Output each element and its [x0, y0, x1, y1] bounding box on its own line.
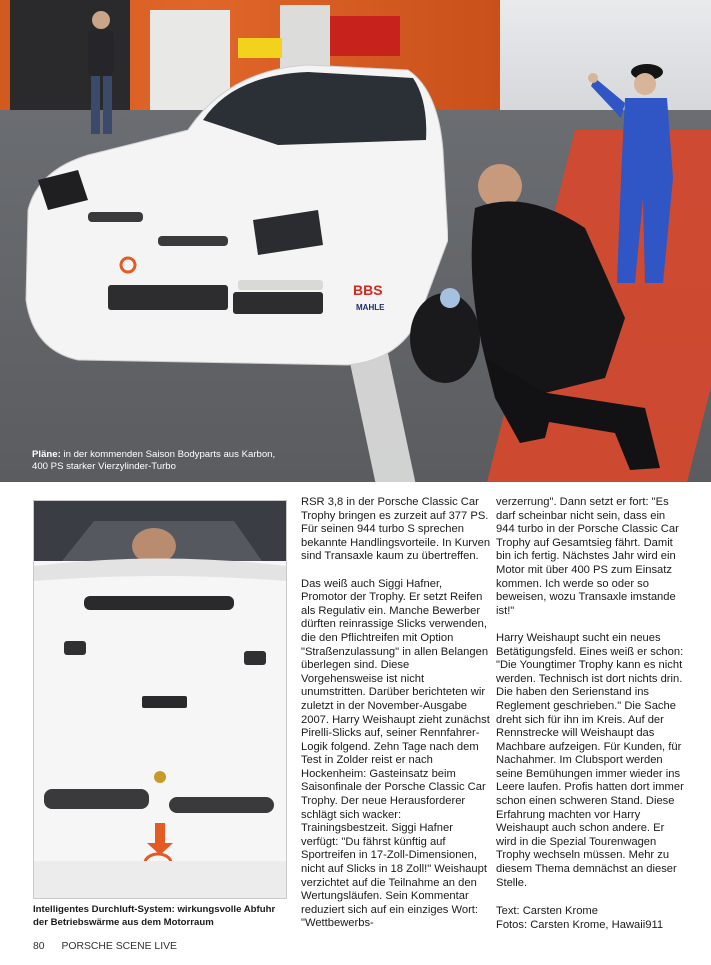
page-number: 80	[33, 941, 45, 952]
magazine-name: PORSCHE SCENE LIVE	[61, 941, 177, 952]
car-hood-image	[34, 501, 286, 898]
paragraph: Das weiß auch Siggi Hafner, Promotor der Trophy. Er setzt Reifen als Regulativ ein. Manche Bewerber dürften reinrassige Slicks verwenden, die den Pflichtreifen mit Option "Straßenzulassung" in allen Belangen überlegen sind. Diese Vorgehensweise ist nicht unumstritten. Darüber berichteten wir zuletzt in der November-Ausgabe 2007. Harry Weishaupt zieht zunächst Pirelli-Slicks auf, seiner Rennfahrer-Logik folgend. Zehn Tage nach dem Test in Zolder reist er nach Hockenheim: Gasteinsatz beim Saisonfinale der Porsche Classic Car Trophy. Der neue Herausforderer schlägt sich wacker: Trainingsbestzeit. Siggi Hafner verfügt: "Du fährst künftig auf Sportreifen in 17-Zoll-Dimensionen, nicht auf Slicks in 18 Zoll!" Weishaupt verzichtet auf die Teilnahme an den Wertungsläufen. Sein Kommentar reduziert sich auf ein einziges Wort: "Wettbewerbs-	[301, 577, 490, 930]
text-credit: Text: Carsten Krome	[496, 904, 598, 917]
mechanic-figure	[405, 158, 675, 478]
paragraph: verzerrung". Dann setzt er fort: "Es darf scheinbar nicht sein, dass ein 944 turbo in der Porsche Classic Car Trophy auf Gesamtsieg fährt. Damit bin ich fertig. Nächstes Jahr wird ein Motor mit über 400 PS zum Einsatz kommen. Ich werde so oder so beweisen, wozu Transaxle imstande ist!"	[496, 496, 679, 617]
hero-photo	[0, 0, 711, 482]
race-car	[18, 60, 448, 370]
photo-credit: Fotos: Carsten Krome, Hawaii911	[496, 918, 664, 931]
hero-caption-text: in der kommenden Saison Bodyparts aus Karbon, 400 PS starker Vierzylinder-Turbo	[32, 449, 276, 472]
article-column-2	[496, 496, 686, 932]
paragraph: Harry Weishaupt sucht ein neues Betätigungsfeld. Eines weiß er schon: "Die Youngtimer Trophy kann es nicht werden. Technisch ist dort nichts drin. Die haben den Serienstand ins Reglement geschrieben." Die Sache dreht sich für ihn im Kreis. Auf der Rennstrecke will Weishaupt das Machbare aufzeigen. Für Kunden, für Nachahmer. Im Clubsport werden seine Bemühungen immer wieder ins Leere laufen. Profis hatten dort immer schon einen schweren Stand. Diese Erfahrung machten vor Harry Weishaupt auch schon andere. Er wird in die Spezial Tourenwagen Trophy wechseln müssen. Mehr zu diesem Thema demnächst an dieser Stelle.	[496, 631, 684, 889]
page-footer	[33, 941, 333, 952]
inset-photo	[33, 500, 287, 899]
sponsor-banner	[238, 38, 282, 58]
article-column-1	[301, 496, 491, 945]
mahle-decal: MAHLE	[356, 303, 385, 312]
bbs-decal: BBS	[353, 282, 383, 298]
inset-caption: Intelligentes Durchluft-System: wirkungsvolle Abfuhr der Betriebswärme aus dem Motorraum	[33, 904, 276, 928]
paragraph: RSR 3,8 in der Porsche Classic Car Trophy bringen es zurzeit auf 377 PS. Für seinen 944 turbo S sprechen bekannte Handlingsvorteile. In Kurven sind Transaxle kaum zu übertreffen.	[301, 496, 491, 563]
sponsor-banner	[330, 16, 400, 56]
credits	[496, 904, 686, 932]
hero-caption	[32, 449, 292, 473]
hero-caption-lead: Pläne:	[32, 449, 61, 460]
